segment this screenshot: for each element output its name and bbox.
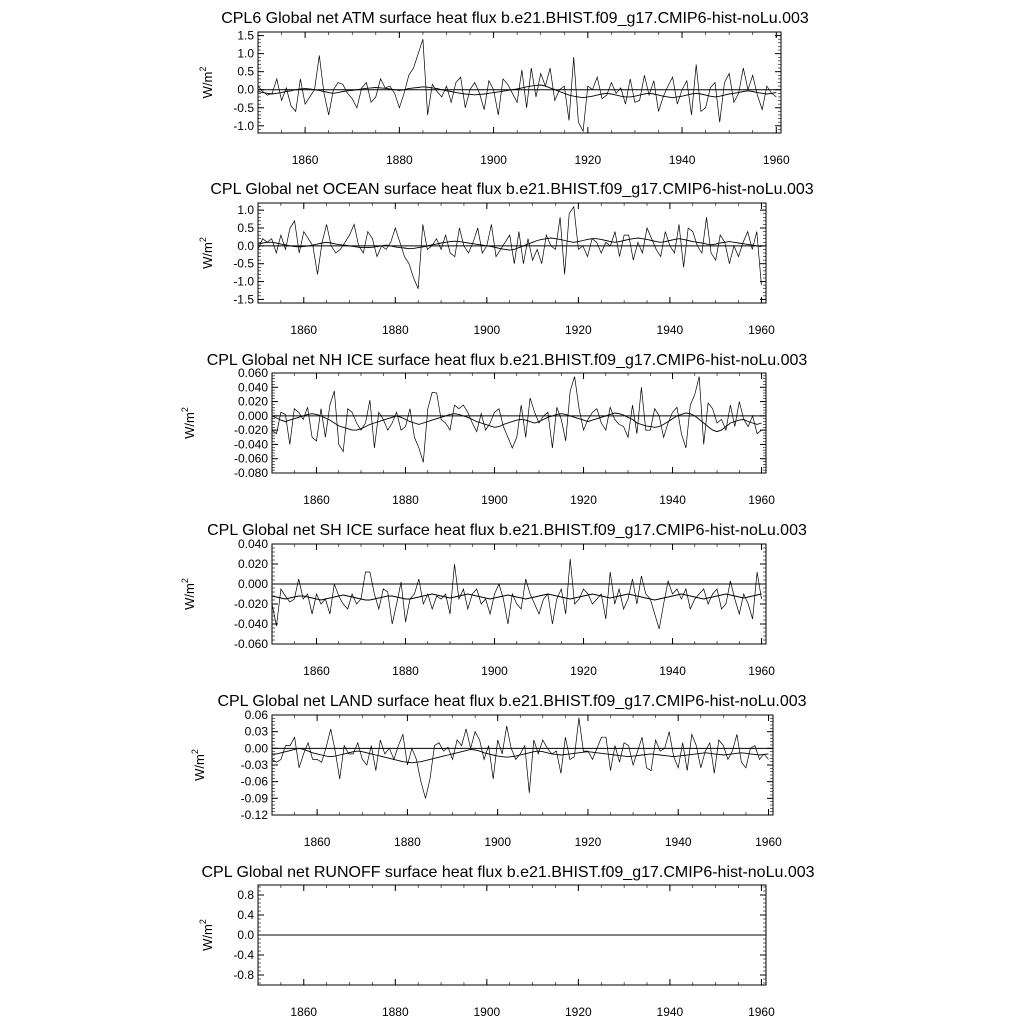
x-tick-label: 1900	[481, 493, 508, 507]
y-tick-label: 0.8	[237, 888, 254, 902]
x-tick-label: 1900	[473, 1005, 501, 1019]
y-axis-label-main: W/m	[182, 412, 197, 439]
x-tick-label: 1960	[748, 1005, 775, 1019]
chart-panel-6	[198, 864, 815, 1019]
x-tick-label: 1900	[473, 323, 501, 337]
chart-panel-1	[198, 10, 809, 167]
y-tick-label: -0.040	[233, 437, 268, 452]
x-tick-label: 1860	[303, 493, 330, 507]
x-tick-label: 1880	[394, 835, 421, 849]
x-tick-label: 1880	[385, 153, 413, 167]
chart-title: CPL Global net SH ICE surface heat flux b.e21.BHIST.f09_g17.CMIP6-hist-noLu.003	[207, 522, 807, 539]
y-axis-label-main: W/m	[200, 71, 215, 99]
y-tick-label: -0.4	[233, 948, 254, 962]
y-axis-label-main: W/m	[182, 583, 197, 610]
y-tick-label: 0.000	[237, 577, 268, 591]
x-tick-label: 1920	[574, 835, 602, 849]
y-tick-label: 0.00	[244, 741, 268, 756]
series-line-annual	[272, 377, 762, 463]
x-tick-label: 1960	[748, 323, 775, 337]
y-tick-label: 0.06	[244, 708, 268, 722]
y-tick-label: -0.020	[233, 597, 268, 611]
x-tick-label: 1880	[381, 1005, 409, 1019]
y-axis-label	[190, 749, 207, 781]
plot-frame	[258, 203, 766, 303]
y-axis-label	[198, 237, 215, 269]
chart-panel-5	[190, 693, 807, 849]
y-tick-label: -0.5	[233, 256, 254, 271]
chart-panel-3	[180, 352, 807, 507]
x-tick-label: 1900	[484, 835, 512, 849]
y-tick-label: 0.0	[237, 928, 254, 942]
y-tick-label: 0.5	[237, 64, 254, 79]
y-tick-label: -0.040	[233, 617, 268, 631]
y-tick-label: -0.06	[240, 774, 268, 789]
x-tick-label: 1920	[565, 323, 592, 337]
y-tick-label: 0.020	[237, 394, 268, 409]
x-tick-label: 1960	[748, 664, 775, 678]
y-tick-label: 0.040	[237, 537, 268, 551]
y-tick-label: 0.5	[237, 221, 254, 235]
x-tick-label: 1860	[290, 1005, 318, 1019]
x-tick-label: 1920	[570, 664, 597, 678]
y-axis-label	[198, 67, 215, 99]
y-tick-label: 1.0	[237, 203, 254, 218]
y-tick-label: -1.5	[233, 292, 254, 307]
y-tick-label: -0.09	[240, 791, 268, 806]
y-tick-label: -0.020	[233, 423, 268, 438]
x-tick-label: 1960	[762, 153, 790, 167]
x-tick-label: 1920	[570, 493, 597, 507]
y-axis-label-sup: 2	[190, 749, 200, 755]
y-tick-label: 0.0	[237, 238, 254, 253]
x-tick-label: 1940	[656, 323, 684, 337]
x-tick-label: 1940	[656, 1005, 684, 1019]
y-tick-label: 0.060	[237, 366, 268, 380]
y-axis-label	[180, 578, 197, 610]
x-tick-label: 1900	[481, 664, 508, 678]
y-tick-label: -0.12	[240, 808, 268, 822]
y-axis-label	[180, 407, 197, 439]
y-tick-label: -0.060	[233, 637, 268, 651]
x-tick-label: 1920	[574, 153, 602, 167]
x-tick-label: 1860	[291, 153, 319, 167]
chart-title: CPL Global net RUNOFF surface heat flux b.e21.BHIST.f09_g17.CMIP6-hist-noLu.003	[201, 864, 815, 881]
x-tick-label: 1880	[381, 323, 409, 337]
y-tick-label: 0.020	[237, 557, 268, 571]
y-tick-label: 0.4	[237, 908, 254, 922]
series-line-annual	[272, 559, 762, 629]
x-tick-label: 1940	[664, 835, 692, 849]
y-tick-label: 1.5	[237, 28, 254, 43]
chart-title: CPL Global net NH ICE surface heat flux b.e21.BHIST.f09_g17.CMIP6-hist-noLu.003	[206, 352, 808, 369]
y-tick-label: -0.060	[233, 451, 268, 466]
y-tick-label: 0.0	[237, 82, 254, 97]
y-tick-label: 0.040	[237, 380, 268, 395]
y-axis-label-sup: 2	[198, 919, 208, 925]
chart-panel-2	[198, 181, 814, 337]
plot-frame	[258, 32, 781, 133]
y-axis-label-main: W/m	[200, 924, 215, 951]
series-line-annual	[272, 718, 769, 799]
y-tick-label: -0.03	[240, 758, 268, 772]
x-tick-label: 1860	[290, 323, 318, 337]
series-line-annual	[258, 39, 776, 131]
chart-title: CPL Global net OCEAN surface heat flux b.e21.BHIST.f09_g17.CMIP6-hist-noLu.003	[210, 181, 814, 198]
chart-title: CPL6 Global net ATM surface heat flux b.e21.BHIST.f09_g17.CMIP6-hist-noLu.003	[221, 10, 809, 27]
plot-frame	[272, 544, 766, 644]
y-axis-label-sup: 2	[180, 407, 190, 413]
x-tick-label: 1940	[668, 153, 696, 167]
x-tick-label: 1860	[303, 664, 330, 678]
x-tick-label: 1960	[755, 835, 782, 849]
y-axis-label-sup: 2	[180, 578, 190, 584]
x-tick-label: 1880	[392, 664, 419, 678]
series-line-annual	[258, 207, 761, 289]
x-tick-label: 1900	[480, 153, 507, 167]
y-tick-label: 0.03	[244, 724, 268, 739]
y-tick-label: -0.8	[233, 968, 254, 982]
x-tick-label: 1960	[748, 493, 775, 507]
y-axis-label	[198, 919, 215, 951]
y-axis-label-main: W/m	[200, 242, 215, 269]
x-tick-label: 1860	[303, 835, 331, 849]
plot-frame	[272, 715, 773, 815]
x-tick-label: 1920	[565, 1005, 592, 1019]
y-axis-label-sup: 2	[198, 66, 208, 72]
y-tick-label: -1.0	[233, 274, 254, 289]
y-tick-label: 1.0	[237, 46, 254, 61]
x-tick-label: 1880	[392, 493, 419, 507]
y-tick-label: -0.5	[233, 100, 254, 115]
chart-panel-4	[180, 522, 807, 678]
y-tick-label: -0.080	[233, 466, 268, 480]
y-axis-label-sup: 2	[198, 237, 208, 243]
y-tick-label: 0.000	[237, 408, 268, 423]
chart-title: CPL Global net LAND surface heat flux b.e21.BHIST.f09_g17.CMIP6-hist-noLu.003	[217, 693, 807, 710]
y-tick-label: -1.0	[233, 118, 254, 133]
x-tick-label: 1940	[659, 493, 686, 507]
x-tick-label: 1940	[659, 664, 686, 678]
y-axis-label-main: W/m	[192, 754, 207, 781]
